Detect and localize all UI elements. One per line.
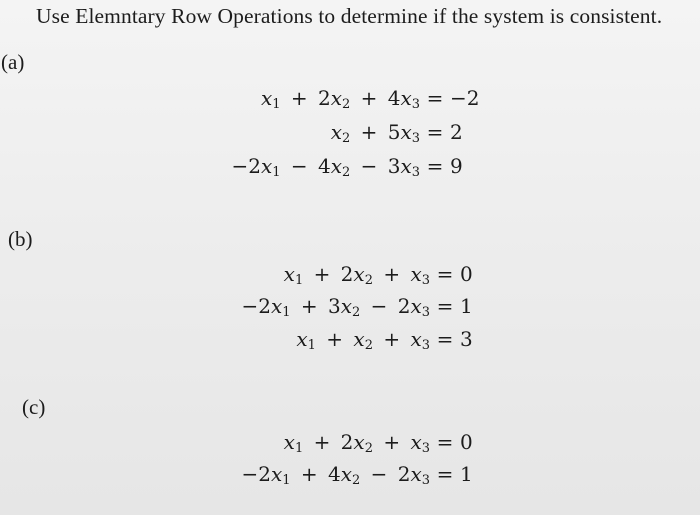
equation-lhs: $-2x_1 + 4x_2 - 2x_3$	[241, 462, 430, 488]
equation-rhs: 0	[460, 262, 473, 286]
part-b-label: (b)	[8, 227, 33, 251]
part-c-equation-2	[200, 462, 473, 486]
part-b-equation-1	[200, 262, 473, 286]
equals-sign: =	[436, 327, 454, 351]
equation-lhs: $x_1 + 2x_2 + x_3$	[283, 430, 430, 456]
equation-rhs: 1	[460, 294, 473, 318]
equation-lhs: $-2x_1 + 3x_2 - 2x_3$	[241, 294, 430, 320]
equation-lhs: $-2x_1 - 4x_2 - 3x_3$	[231, 154, 420, 180]
part-a-equation-2	[200, 120, 463, 144]
equals-sign: =	[436, 262, 454, 286]
part-c-label: (c)	[22, 395, 46, 419]
part-b-equation-2	[200, 294, 473, 318]
equation-rhs: 2	[450, 120, 463, 144]
equation-rhs: 1	[460, 462, 473, 486]
equals-sign: =	[426, 86, 444, 110]
equation-rhs: −2	[450, 86, 480, 110]
equation-rhs: 3	[460, 327, 473, 351]
equation-lhs: $x_1 + x_2 + x_3$	[296, 327, 430, 353]
equation-lhs: $x_1 + 2x_2 + 4x_3$	[260, 86, 420, 112]
part-a-label: (a)	[1, 50, 25, 74]
part-b-equation-3	[200, 327, 473, 351]
equation-rhs: 0	[460, 430, 473, 454]
equation-lhs: $x_2 + 5x_3$	[330, 120, 420, 146]
part-a-equation-3	[200, 154, 463, 178]
part-a-equation-1	[200, 86, 479, 110]
equals-sign: =	[426, 120, 444, 144]
equals-sign: =	[436, 294, 454, 318]
equals-sign: =	[436, 430, 454, 454]
equation-lhs: $x_1 + 2x_2 + x_3$	[283, 262, 430, 288]
equation-rhs: 9	[450, 154, 463, 178]
equals-sign: =	[436, 462, 454, 486]
part-c-equation-1	[200, 430, 473, 454]
problem-title: Use Elemntary Row Operations to determine if the system is consistent.	[36, 4, 663, 28]
equals-sign: =	[426, 154, 444, 178]
